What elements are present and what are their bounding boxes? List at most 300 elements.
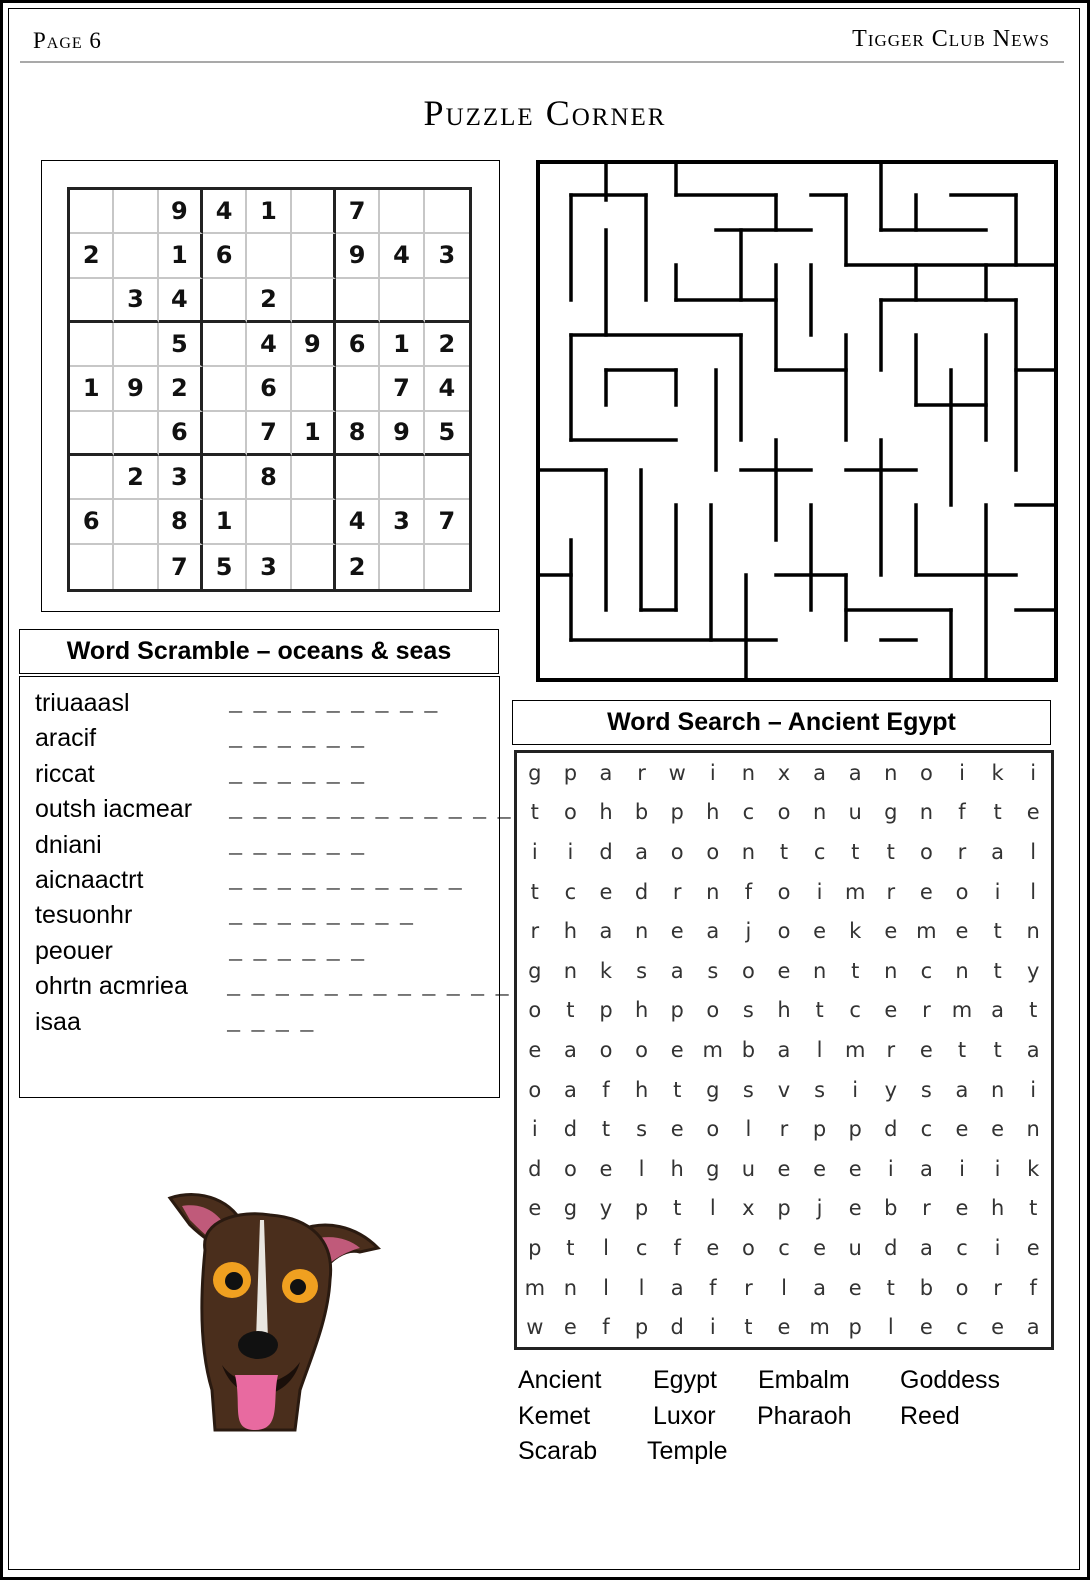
word-search-letter[interactable]: a — [777, 1037, 791, 1062]
sudoku-cell — [247, 500, 291, 544]
word-search-letter[interactable]: r — [922, 998, 931, 1023]
word-search-letter[interactable]: s — [636, 1117, 648, 1142]
word-search-letter[interactable]: a — [563, 1037, 577, 1062]
word-search-letter[interactable]: t — [744, 1315, 753, 1340]
sudoku-cell — [114, 500, 158, 544]
word-search-letter[interactable]: c — [564, 879, 577, 904]
word-search-letter[interactable]: k — [991, 760, 1004, 785]
word-search-letter[interactable]: e — [813, 1235, 827, 1260]
word-search-letter[interactable]: p — [563, 760, 578, 785]
word-search-letter[interactable]: e — [706, 1235, 720, 1260]
sudoku-cell: 3 — [114, 279, 158, 323]
word-search-letter[interactable]: t — [1029, 1196, 1038, 1221]
word-search-letter[interactable]: t — [566, 1235, 575, 1260]
sudoku-cell — [292, 234, 336, 278]
word-search-letter[interactable]: h — [777, 998, 791, 1023]
word-search-letter[interactable]: i — [994, 1156, 1001, 1181]
word-search-letter[interactable]: n — [634, 919, 649, 944]
scramble-word: aicnaactrt — [35, 866, 144, 894]
word-search-letter[interactable]: i — [709, 1315, 716, 1340]
scramble-answer-blank[interactable]: _ _ _ _ _ _ — [229, 939, 364, 965]
word-search-letter[interactable]: e — [1026, 800, 1040, 825]
word-search-letter[interactable]: e — [919, 1315, 933, 1340]
word-search-letter[interactable]: n — [955, 958, 969, 983]
word-search-letter[interactable]: p — [634, 1315, 649, 1340]
word-search-letter[interactable]: g — [528, 958, 542, 983]
word-search-letter[interactable]: e — [777, 958, 791, 983]
sudoku-cell — [336, 367, 380, 411]
word-search-letter[interactable]: a — [1026, 1037, 1040, 1062]
word-search-letter[interactable]: m — [951, 998, 973, 1023]
word-search-letter[interactable]: r — [672, 879, 682, 904]
word-search-letter[interactable]: a — [813, 760, 827, 785]
word-search-letter[interactable]: s — [707, 958, 719, 983]
word-search-letter[interactable]: e — [777, 1315, 791, 1340]
scramble-word: aracif — [35, 724, 97, 753]
sudoku-cell — [203, 323, 247, 367]
scramble-answer-blank[interactable]: _ _ _ _ _ _ — [229, 833, 364, 859]
word-search-letter[interactable]: p — [599, 998, 613, 1023]
publication-name: Tigger Club News — [852, 26, 1050, 52]
word-search-letter[interactable]: e — [599, 1156, 613, 1181]
sudoku-cell: 6 — [203, 234, 247, 278]
word-search-letter[interactable]: f — [744, 879, 753, 904]
word-search-letter[interactable]: n — [563, 1275, 578, 1300]
word-search-letter[interactable]: f — [602, 1315, 610, 1340]
word-search-letter[interactable]: d — [884, 1235, 898, 1260]
word-search-letter[interactable]: f — [709, 1275, 717, 1300]
scramble-answer-blank[interactable]: _ _ _ _ — [227, 1010, 313, 1036]
word-search-letter[interactable]: n — [990, 1077, 1005, 1102]
word-search-letter[interactable]: e — [955, 919, 969, 944]
word-search-letter[interactable]: n — [1026, 919, 1040, 944]
word-search-letter[interactable]: s — [814, 1077, 826, 1102]
word-search-letter[interactable]: x — [742, 1196, 755, 1221]
word-search-letter[interactable]: o — [706, 1117, 720, 1142]
word-search-letter[interactable]: e — [991, 1117, 1005, 1142]
word-search-letter[interactable]: m — [809, 1315, 830, 1340]
word-search-letter[interactable]: c — [849, 998, 861, 1023]
word-search-letter[interactable]: i — [709, 760, 716, 785]
word-search-letter[interactable]: t — [601, 1117, 611, 1142]
word-search-letter[interactable]: a — [635, 839, 649, 864]
word-search-letter[interactable]: n — [884, 958, 898, 983]
word-search-letter[interactable]: f — [958, 800, 966, 825]
word-search-letter[interactable]: i — [959, 760, 965, 785]
sudoku-cell: 6 — [70, 500, 114, 544]
word-search-letter[interactable]: k — [599, 958, 613, 983]
word-search-letter[interactable]: a — [1026, 1315, 1040, 1340]
word-search-letter[interactable]: t — [886, 1275, 895, 1300]
word-search-letter[interactable]: o — [706, 839, 720, 864]
word-search-letter[interactable]: p — [634, 1196, 649, 1221]
word-search-letter[interactable]: l — [603, 1235, 609, 1260]
sudoku-cell — [380, 190, 424, 234]
word-search-target-word: Pharaoh — [757, 1401, 852, 1430]
word-search-letter[interactable]: u — [848, 800, 862, 825]
word-search-letter[interactable]: t — [1029, 998, 1038, 1023]
word-search-letter[interactable]: r — [744, 1275, 753, 1300]
word-search-letter[interactable]: s — [920, 1077, 932, 1102]
word-search-letter[interactable]: c — [635, 1235, 648, 1260]
word-search-target-word: Kemet — [518, 1401, 591, 1430]
word-search-letter[interactable]: c — [956, 1235, 968, 1260]
word-search-letter[interactable]: m — [916, 919, 937, 944]
word-search-letter[interactable]: n — [706, 879, 720, 904]
sudoku-cell: 4 — [203, 190, 247, 234]
word-search-letter[interactable]: u — [848, 1235, 862, 1260]
word-search-letter[interactable]: e — [955, 1196, 969, 1221]
word-search-letter[interactable]: e — [919, 1037, 933, 1062]
word-search-letter[interactable]: t — [851, 958, 860, 983]
sudoku-cell: 4 — [425, 367, 469, 411]
word-search-letter[interactable]: g — [706, 1156, 720, 1181]
word-search-letter[interactable]: k — [849, 919, 862, 944]
word-search-letter[interactable]: c — [920, 958, 933, 983]
word-search-letter[interactable]: e — [528, 1037, 542, 1062]
word-search-letter[interactable]: a — [670, 958, 684, 983]
header-rule — [20, 61, 1064, 63]
word-search-letter[interactable]: a — [955, 1077, 969, 1102]
word-search-letter[interactable]: r — [886, 879, 896, 904]
word-search-letter[interactable]: i — [816, 879, 823, 904]
sudoku-cell — [203, 412, 247, 456]
word-search-letter[interactable]: c — [956, 1315, 968, 1340]
word-search-letter[interactable]: s — [636, 958, 648, 983]
word-search-letter[interactable]: n — [563, 958, 578, 983]
word-search-letter[interactable]: e — [848, 1156, 862, 1181]
word-search-letter[interactable]: o — [563, 1156, 577, 1181]
word-search-letter[interactable]: o — [741, 1235, 755, 1260]
word-search-letter[interactable]: c — [742, 800, 755, 825]
word-search-letter[interactable]: f — [602, 1077, 610, 1102]
word-search-letter[interactable]: n — [1026, 1117, 1040, 1142]
sudoku-cell — [292, 545, 336, 589]
word-search-letter[interactable]: e — [599, 879, 613, 904]
sudoku-cell — [292, 500, 336, 544]
word-search-letter[interactable]: c — [920, 1117, 933, 1142]
sudoku-cell — [70, 412, 114, 456]
word-search-letter[interactable]: f — [1029, 1275, 1037, 1300]
word-search-letter[interactable]: l — [603, 1275, 609, 1300]
word-search-letter[interactable]: l — [1030, 839, 1037, 864]
word-search-letter[interactable]: y — [1026, 958, 1040, 983]
word-search-letter[interactable]: a — [991, 839, 1005, 864]
word-search-letter[interactable]: h — [599, 800, 613, 825]
word-search-letter[interactable]: t — [673, 1196, 682, 1221]
word-search-letter[interactable]: e — [813, 1156, 827, 1181]
word-search-letter[interactable]: h — [990, 1196, 1005, 1221]
sudoku-cell: 9 — [292, 323, 336, 367]
word-search-letter[interactable]: c — [778, 1235, 790, 1260]
word-search-letter[interactable]: o — [955, 1275, 969, 1300]
word-search-letter[interactable]: t — [993, 958, 1002, 983]
word-search-letter[interactable]: l — [816, 1037, 823, 1062]
word-search-letter[interactable]: a — [919, 1156, 933, 1181]
word-search-letter[interactable]: o — [777, 879, 791, 904]
sudoku-cell — [70, 545, 114, 589]
sudoku-cell — [114, 234, 158, 278]
word-search-letter[interactable]: t — [530, 800, 539, 825]
word-search-letter[interactable]: o — [919, 760, 933, 785]
word-search-letter[interactable]: l — [638, 1275, 645, 1300]
word-search-letter[interactable]: e — [991, 1315, 1005, 1340]
word-search-letter[interactable]: p — [812, 1117, 827, 1142]
word-search-letter[interactable]: o — [919, 839, 933, 864]
word-search-letter[interactable]: t — [886, 839, 895, 864]
word-search-letter[interactable]: g — [706, 1077, 720, 1102]
word-search-letter[interactable]: h — [634, 1077, 649, 1102]
scramble-word: peouer — [35, 936, 113, 965]
word-search-target-word: Egypt — [653, 1366, 717, 1394]
word-search-letter[interactable]: h — [634, 998, 649, 1023]
sudoku-cell: 7 — [425, 500, 469, 544]
sudoku-cell: 1 — [247, 190, 291, 234]
scramble-word: tesuonhr — [35, 901, 133, 930]
word-search-letter[interactable]: n — [741, 839, 756, 864]
word-search-letter[interactable]: d — [563, 1117, 578, 1142]
word-search-letter[interactable]: d — [528, 1156, 542, 1181]
word-search-letter[interactable]: r — [637, 760, 646, 785]
word-search-letter[interactable]: h — [706, 800, 720, 825]
sudoku-cell — [292, 456, 336, 500]
word-search-letter[interactable]: e — [670, 1037, 684, 1062]
word-search-letter[interactable]: r — [922, 1196, 931, 1221]
word-search-letter[interactable]: r — [779, 1117, 789, 1142]
word-search-letter[interactable]: e — [848, 1275, 862, 1300]
sudoku-cell: 6 — [247, 367, 291, 411]
word-search-letter[interactable]: i — [531, 1117, 538, 1142]
word-search-letter[interactable]: a — [599, 760, 613, 785]
word-search-letter[interactable]: o — [599, 1037, 613, 1062]
word-search-letter[interactable]: m — [524, 1275, 546, 1300]
word-search-letter[interactable]: o — [528, 998, 542, 1023]
word-search-letter[interactable]: o — [528, 1077, 542, 1102]
sudoku-grid — [67, 187, 472, 592]
word-search-letter[interactable]: o — [777, 800, 791, 825]
word-search-letter[interactable]: r — [530, 919, 540, 944]
scramble-answer-blank[interactable]: _ _ _ _ _ _ _ _ _ _ — [229, 869, 461, 894]
word-search-letter[interactable]: l — [709, 1196, 716, 1221]
word-search-letter[interactable]: h — [670, 1156, 684, 1181]
word-search-letter[interactable]: i — [567, 839, 574, 864]
word-search-letter[interactable]: i — [852, 1077, 859, 1102]
word-search-letter[interactable]: c — [813, 839, 826, 864]
word-search-letter[interactable]: g — [563, 1196, 578, 1221]
word-search-letter[interactable]: e — [884, 919, 898, 944]
word-search-letter[interactable]: d — [634, 879, 649, 904]
word-search-letter[interactable]: d — [599, 839, 613, 864]
sudoku-cell: 3 — [425, 234, 469, 278]
word-search-letter[interactable]: x — [777, 760, 791, 785]
word-search-letter[interactable]: t — [530, 879, 539, 904]
word-search-letter[interactable]: o — [955, 879, 969, 904]
sudoku-cell: 7 — [247, 412, 291, 456]
scramble-answer-blank[interactable]: _ _ _ _ _ _ _ _ _ _ _ _ — [227, 975, 508, 1001]
word-search-letter[interactable]: o — [670, 839, 684, 864]
word-search-letter[interactable]: a — [813, 1275, 827, 1300]
word-search-letter[interactable]: n — [884, 760, 898, 785]
word-search-letter[interactable]: l — [781, 1275, 787, 1300]
word-search-letter[interactable]: f — [673, 1235, 681, 1260]
word-search-letter[interactable]: e — [670, 919, 684, 944]
sudoku-cell: 7 — [336, 190, 380, 234]
word-search-letter[interactable]: e — [777, 1156, 791, 1181]
word-search-letter[interactable]: r — [957, 839, 967, 864]
word-search-letter[interactable]: b — [919, 1275, 934, 1300]
word-search-letter[interactable]: p — [670, 998, 684, 1023]
word-search-letter[interactable]: i — [959, 1156, 965, 1181]
word-search-letter[interactable]: t — [993, 1037, 1002, 1062]
word-search-letter[interactable]: n — [812, 958, 827, 983]
word-search-letter[interactable]: n — [812, 800, 827, 825]
word-search-letter[interactable]: k — [1027, 1156, 1040, 1181]
word-search-letter[interactable]: i — [1030, 1077, 1037, 1102]
word-search-letter[interactable]: m — [844, 879, 866, 904]
word-search-letter[interactable]: m — [702, 1037, 724, 1062]
sudoku-cell — [336, 456, 380, 500]
word-search-letter[interactable]: e — [955, 1117, 969, 1142]
word-search-letter[interactable]: i — [1030, 760, 1037, 785]
word-search-letter[interactable]: l — [1030, 879, 1037, 904]
sudoku-cell: 6 — [159, 412, 203, 456]
word-search-letter[interactable]: t — [815, 998, 824, 1023]
word-search-letter[interactable]: b — [741, 1037, 756, 1062]
word-search-letter[interactable]: t — [779, 839, 789, 864]
word-search-letter[interactable]: i — [994, 879, 1001, 904]
word-search-letter[interactable]: p — [848, 1117, 862, 1142]
word-search-letter[interactable]: i — [887, 1156, 894, 1181]
word-search-letter[interactable]: a — [599, 919, 613, 944]
sudoku-cell — [336, 279, 380, 323]
word-search-letter[interactable]: i — [994, 1235, 1001, 1260]
sudoku-cell: 1 — [292, 412, 336, 456]
word-search-target-word: Temple — [647, 1437, 728, 1465]
word-search-letter[interactable]: o — [706, 998, 720, 1023]
sudoku-cell — [114, 323, 158, 367]
word-search-letter[interactable]: w — [526, 1315, 544, 1340]
word-search-grid — [514, 750, 1054, 1350]
word-search-letter[interactable]: v — [777, 1077, 791, 1102]
sudoku-cell — [114, 545, 158, 589]
sudoku-cell: 7 — [380, 367, 424, 411]
word-search-letter[interactable]: e — [884, 998, 898, 1023]
word-search-letter[interactable]: a — [706, 919, 720, 944]
sudoku-cell: 6 — [336, 323, 380, 367]
word-search-letter[interactable]: e — [528, 1196, 542, 1221]
scramble-answer-blank[interactable]: _ _ _ _ _ _ _ _ — [229, 904, 413, 930]
word-search-letter[interactable]: t — [993, 800, 1002, 825]
sudoku-cell — [70, 279, 114, 323]
word-search-letter[interactable]: e — [919, 879, 933, 904]
word-search-letter[interactable]: g — [528, 760, 542, 785]
scramble-answer-blank[interactable]: _ _ _ _ _ _ _ _ _ _ _ _ — [229, 798, 510, 824]
word-search-letter[interactable]: r — [993, 1275, 1002, 1300]
sudoku-cell: 9 — [336, 234, 380, 278]
word-search-target-word: Goddess — [900, 1366, 1001, 1394]
sudoku-cell — [70, 456, 114, 500]
word-search-letter[interactable]: u — [741, 1156, 756, 1181]
word-search-letter[interactable]: l — [745, 1117, 752, 1142]
word-search-letter[interactable]: p — [528, 1235, 542, 1260]
word-search-letter[interactable]: e — [670, 1117, 684, 1142]
word-search-letter[interactable]: j — [816, 1196, 823, 1221]
word-search-letter[interactable]: t — [957, 1037, 967, 1062]
word-search-letter[interactable]: l — [887, 1315, 894, 1340]
word-search-letter[interactable]: n — [919, 800, 934, 825]
sudoku-cell: 2 — [114, 456, 158, 500]
word-search-letter[interactable]: t — [851, 839, 860, 864]
sudoku-cell — [292, 367, 336, 411]
word-search-letter[interactable]: a — [848, 760, 862, 785]
word-search-letter[interactable]: b — [884, 1196, 898, 1221]
word-search-letter[interactable]: n — [741, 760, 756, 785]
word-search-letter[interactable]: t — [993, 919, 1002, 944]
word-search-letter[interactable]: p — [670, 800, 684, 825]
word-search-letter[interactable]: j — [745, 919, 752, 944]
word-search-letter[interactable]: o — [777, 919, 791, 944]
word-search-letter[interactable]: a — [670, 1275, 684, 1300]
word-search-letter[interactable]: d — [670, 1315, 684, 1340]
word-search-letter[interactable]: o — [741, 958, 755, 983]
word-search-target-word: Scarab — [518, 1437, 598, 1465]
scramble-word: ohrtn acmriea — [35, 972, 188, 1001]
word-search-letter[interactable]: m — [844, 1037, 866, 1062]
word-search-letter[interactable]: o — [563, 800, 577, 825]
word-search-letter[interactable]: l — [638, 1156, 645, 1181]
word-search-letter[interactable]: e — [848, 1196, 862, 1221]
word-search-letter[interactable]: t — [566, 998, 575, 1023]
word-search-letter[interactable]: p — [848, 1315, 862, 1340]
scramble-answer-blank[interactable]: _ _ _ _ _ _ _ _ _ — [229, 692, 437, 717]
sudoku-cell: 5 — [425, 412, 469, 456]
word-search-letter[interactable]: e — [813, 919, 827, 944]
word-search-letter[interactable]: d — [884, 1117, 898, 1142]
word-search-letter[interactable]: s — [742, 998, 754, 1023]
word-search-letter[interactable]: y — [884, 1077, 897, 1102]
word-search-letter[interactable]: i — [531, 839, 538, 864]
scramble-answer-blank[interactable]: _ _ _ _ _ _ — [229, 727, 364, 753]
sudoku-cell: 2 — [336, 545, 380, 589]
word-search-letter[interactable]: a — [563, 1077, 577, 1102]
word-search-letter[interactable]: h — [563, 919, 578, 944]
word-search-letter[interactable]: g — [884, 800, 898, 825]
sudoku-cell: 5 — [203, 545, 247, 589]
sudoku-cell: 8 — [247, 456, 291, 500]
scramble-word: outsh iacmear — [35, 795, 193, 824]
word-search-letter[interactable]: p — [777, 1196, 791, 1221]
word-search-letter[interactable]: t — [673, 1077, 682, 1102]
word-search-letter[interactable]: r — [886, 1037, 896, 1062]
sudoku-cell: 9 — [159, 190, 203, 234]
word-search-letter[interactable]: y — [599, 1196, 613, 1221]
word-search-letter[interactable]: o — [635, 1037, 649, 1062]
word-search-letter[interactable]: w — [668, 760, 686, 785]
word-search-letter[interactable]: a — [991, 998, 1005, 1023]
page-number: Page 6 — [33, 28, 102, 53]
scramble-answer-blank[interactable]: _ _ _ _ _ _ — [229, 762, 364, 788]
sudoku-cell: 9 — [114, 367, 158, 411]
word-search-letter[interactable]: s — [742, 1077, 754, 1102]
word-search-target-word: Reed — [900, 1401, 960, 1430]
sudoku-cell: 8 — [336, 412, 380, 456]
word-search-letter[interactable]: e — [1026, 1235, 1040, 1260]
word-search-letter[interactable]: b — [634, 800, 649, 825]
word-search-letter[interactable]: e — [563, 1315, 577, 1340]
scramble-word: riccat — [35, 759, 95, 788]
sudoku-cell: 3 — [380, 500, 424, 544]
word-search-letter[interactable]: a — [919, 1235, 933, 1260]
